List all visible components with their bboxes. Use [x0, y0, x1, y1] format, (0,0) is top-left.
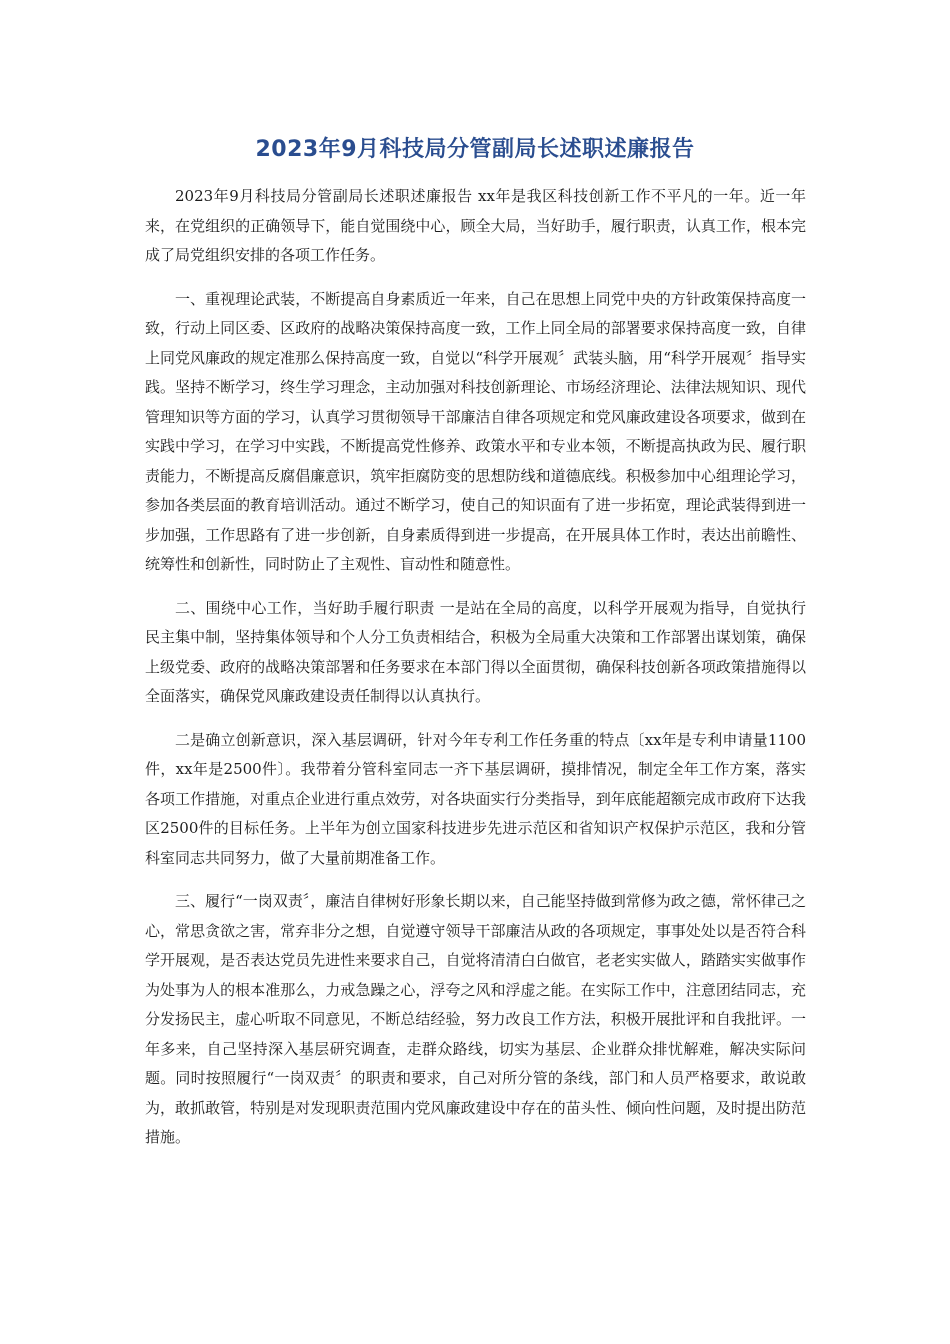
paragraph-section-2b: 二是确立创新意识，深入基层调研，针对今年专利工作任务重的特点〔xx年是专利申请量1100件，xx年是2500件〕。我带着分管科室同志一齐下基层调研，摸排情况，制定全年工作方案，落实各项工作措施，对重点企业进行重点效劳，对各块面实行分类指导，到年底能超额完成市政府下达我区2500件的目标任务。上半年为创立国家科技进步先进示范区和省知识产权保护示范区，我和分管科室同志共同努力，做了大量前期准备工作。 [145, 730, 806, 867]
paragraph-section-3: 三、履行“一岗双责〞，廉洁自律树好形象长期以来，自己能坚持做到常修为政之德，常怀律己之心，常思贪欲之害，常弃非分之想，自觉遵守领导干部廉洁从政的各项规定，事事处处以是否符合科学开展观，是否表达党员先进性来要求自己，自觉将清清白白做官，老老实实做人，踏踏实实做事作为处事为人的根本准那么，力戒急躁之心，浮夸之风和浮虚之能。在实际工作中，注意团结同志，充分发扬民主，虚心听取不同意见，不断总结经验，努力改良工作方法，积极开展批评和自我批评。一年多来，自己坚持深入基层研究调查，走群众路线，切实为基层、企业群众排忧解难，解决实际问题。同时按照履行“一岗双责〞的职责和要求，自己对所分管的条线，部门和人员严格要求，敢说敢为，敢抓敢管，特别是对发现职责范围内党风廉政建设中存在的苗头性、倾向性问题，及时提出防范措施。 [145, 892, 806, 1146]
paragraph-intro: 2023年9月科技局分管副局长述职述廉报告 xx年是我区科技创新工作不平凡的一年。近一年来，在党组织的正确领导下，能自觉围绕中心，顾全大局，当好助手，履行职责，认真工作，根本完成了局党组织安排的各项工作任务。 [145, 187, 806, 264]
document-title: 2023年9月科技局分管副局长述职述廉报告 [255, 137, 695, 162]
paragraph-section-1: 一、重视理论武装，不断提高自身素质近一年来，自己在思想上同党中央的方针政策保持高度一致，行动上同区委、区政府的战略决策保持高度一致，工作上同全局的部署要求保持高度一致，自律上同党风廉政的规定准那么保持高度一致，自觉以“科学开展观〞武装头脑，用“科学开展观〞指导实践。坚持不断学习，终生学习理念，主动加强对科技创新理论、市场经济理论、法律法规知识、现代管理知识等方面的学习，认真学习贯彻领导干部廉洁自律各项规定和党风廉政建设各项要求，做到在实践中学习，在学习中实践，不断提高党性修养、政策水平和专业本领，不断提高执政为民、履行职责能力，不断提高反腐倡廉意识，筑牢拒腐防变的思想防线和道德底线。积极参加中心组理论学习，参加各类层面的教育培训活动。通过不断学习，使自己的知识面有了进一步拓宽，理论武装得到进一步加强，工作思路有了进一步创新，自身素质得到进一步提高，在开展具体工作时，表达出前瞻性、统筹性和创新性，同时防止了主观性、盲动性和随意性。 [145, 289, 806, 573]
paragraph-section-2: 二、围绕中心工作，当好助手履行职责 一是站在全局的高度，以科学开展观为指导，自觉执行民主集中制，坚持集体领导和个人分工负责相结合，积极为全局重大决策和工作部署出谋划策，确保上级党委、政府的战略决策部署和任务要求在本部门得以全面贯彻，确保科技创新各项政策措施得以全面落实，确保党风廉政建设责任制得以认真执行。 [145, 598, 806, 705]
document-body [145, 182, 806, 1167]
